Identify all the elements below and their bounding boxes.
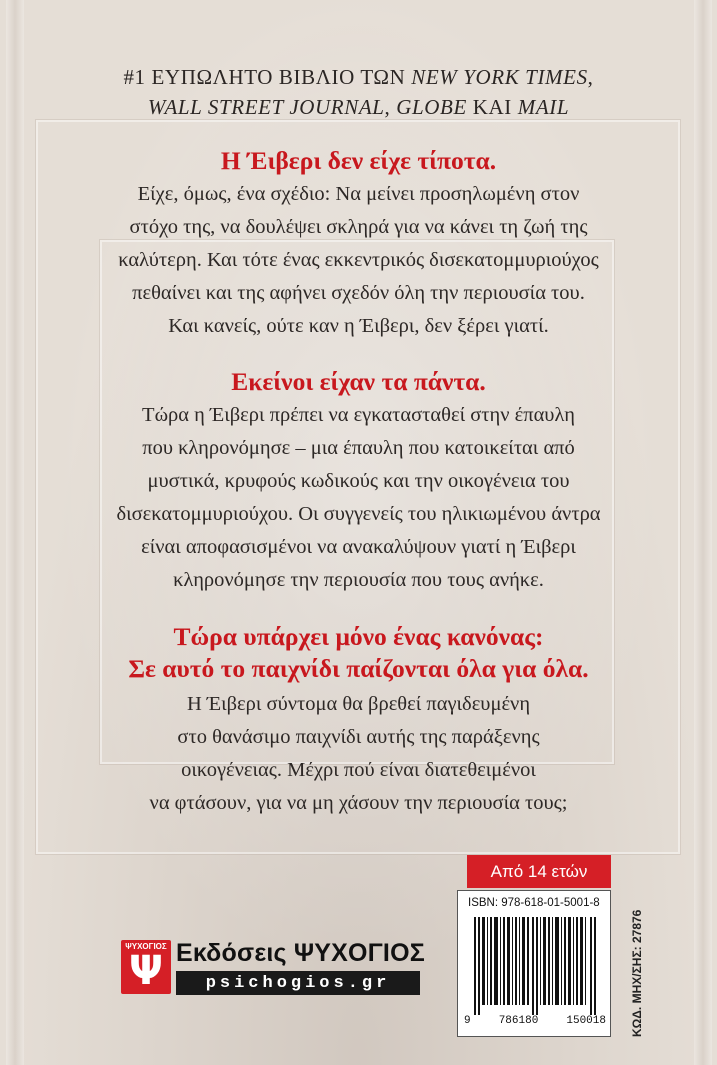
ean-digits — [464, 1015, 606, 1027]
body-line: πεθαίνει και της αφήνει σχεδόν όλη την περιουσία του. — [132, 282, 585, 304]
bestseller-tagline — [0, 62, 717, 122]
body-line: στο θανάσιμο παιχνίδι αυτής της παράξενης — [177, 726, 540, 748]
tagline-line-2: WALL STREET JOURNAL, GLOBE ΚΑΙ MAIL — [147, 95, 570, 119]
ean-left-group: 786180 — [498, 1015, 539, 1027]
isbn-barcode — [457, 890, 611, 1037]
section-heading: Η Έιβερι δεν είχε τίποτα. — [220, 146, 497, 175]
catalog-code: ΚΩΔ. ΜΗΧ/ΣΗΣ: 27876 — [630, 909, 644, 1037]
section-heading: Τώρα υπάρχει μόνο ένας κανόνας: — [173, 622, 544, 651]
body-line: καλύτερη. Και τότε ένας εκκεντρικός δισεκατομμυριούχος — [118, 249, 599, 271]
ean-first-digit: 9 — [464, 1015, 471, 1027]
section-heading: Σε αυτό το παιχνίδι παίζονται όλα για όλα. — [128, 654, 589, 683]
body-line: Είχε, όμως, ένα σχέδιο: Να μείνει προσηλωμένη στον — [137, 183, 580, 205]
body-line: δισεκατομμυριούχου. Οι συγγενείς του ηλικιωμένου άντρα — [116, 503, 601, 525]
blurb-section-2 — [0, 366, 717, 597]
psi-icon: Ψ — [129, 948, 163, 994]
blurb-section-1 — [0, 145, 717, 343]
body-line: Τώρα η Έιβερι πρέπει να εγκατασταθεί στην έπαυλη — [142, 404, 575, 426]
publisher-logo-mark — [121, 940, 171, 994]
body-line: να φτάσουν, για να μη χάσουν την περιουσία τους; — [149, 792, 568, 814]
body-line: Και κανείς, ούτε καν η Έιβερι, δεν ξέρει γιατί. — [168, 315, 549, 337]
body-line: μυστικά, κρυφούς κωδικούς και την οικογένεια του — [147, 470, 570, 492]
ean-right-group: 150018 — [566, 1015, 606, 1027]
publisher-url: psichogios.gr — [176, 971, 420, 995]
body-line: κληρονόμησε την περιουσία που τους ανήκε. — [173, 569, 544, 591]
body-line: που κληρονόμησε – μια έπαυλη που κατοικείται από — [142, 437, 575, 459]
publisher-name: Εκδόσεις ΨΥΧΟΓΙΟΣ — [176, 939, 425, 967]
barcode-bars-icon — [468, 917, 600, 1015]
body-line: Η Έιβερι σύντομα θα βρεθεί παγιδευμένη — [186, 693, 531, 715]
body-line: είναι αποφασισμένοι να ανακαλύψουν γιατί η Έιβερι — [141, 536, 576, 558]
age-rating-badge: Από 14 ετών — [467, 855, 611, 888]
tagline-line-1: #1 ΕΥΠΩΛΗΤΟ ΒΙΒΛΙΟ ΤΩΝ NEW YORK TIMES, — [123, 65, 594, 89]
logo-mark-text: ΨΥΧΟΓΙΟΣ — [125, 942, 167, 951]
body-line: στόχο της, να δουλέψει σκληρά για να κάνει τη ζωή της — [129, 216, 588, 238]
blurb-section-3 — [0, 621, 717, 820]
isbn-number: ISBN: 978-618-01-5001-8 — [468, 897, 600, 909]
section-heading: Εκείνοι είχαν τα πάντα. — [231, 367, 486, 396]
body-line: οικογένειας. Μέχρι πού είναι διατεθειμένοι — [181, 759, 536, 781]
